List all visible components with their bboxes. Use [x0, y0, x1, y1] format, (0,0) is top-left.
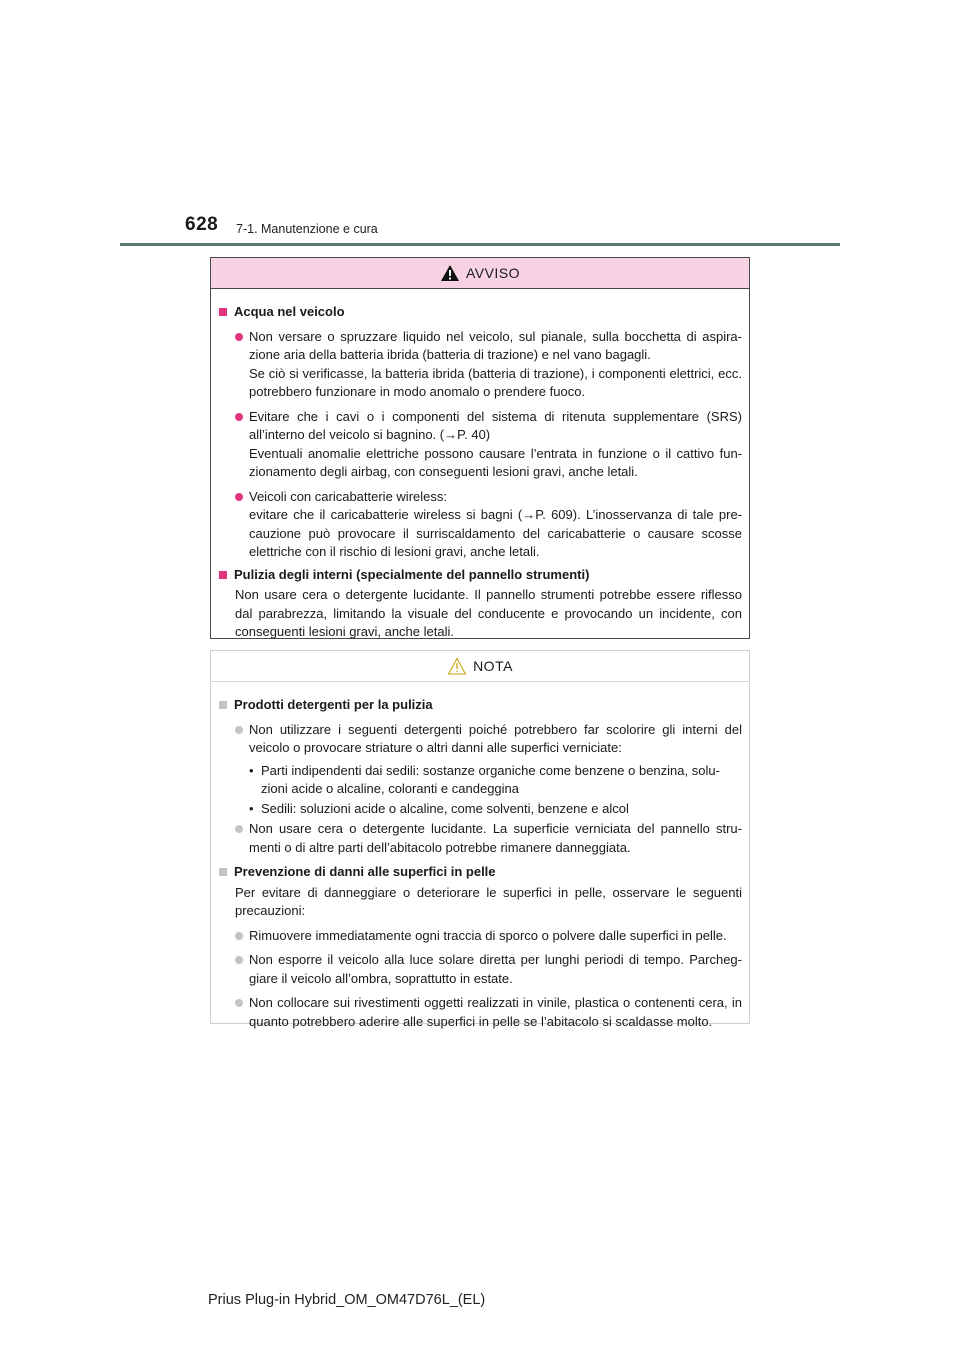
sub-bullet-text: Sedili: soluzioni acide o alcaline, come solventi, benzene e alcol [261, 800, 629, 816]
circle-bullet-icon [235, 999, 243, 1007]
warning-heading-water [219, 303, 742, 322]
notice-header [211, 651, 749, 682]
heading-text: Prevenzione di danni alle superfici in pelle [234, 864, 496, 879]
heading-text: Pulizia degli interni (specialmente del pannello strumenti) [234, 566, 590, 582]
circle-bullet-icon [235, 333, 243, 341]
sub-bullet-mark: • [249, 800, 254, 816]
list-item [219, 994, 742, 1031]
circle-bullet-icon [235, 932, 243, 940]
bullet-text: Non esporre il veicolo alla luce solare diretta per lunghi periodi di tempo. Parcheg-giare il veicolo all’ombra, soprattutto in estate. [249, 952, 742, 986]
square-bullet-icon [219, 571, 227, 579]
sub-list-item [219, 762, 742, 799]
notice-title: NOTA [473, 658, 513, 674]
bullet-text: Se ciò si verificasse, la batteria ibrida (batteria di trazione), i componenti elettrici, ecc. potrebbero funzionare in modo anomalo o prendere fuoco. [249, 365, 742, 399]
circle-bullet-icon [235, 413, 243, 421]
sub-bullet-mark: • [249, 762, 254, 778]
notice-box [210, 650, 750, 1029]
warning-triangle-icon [440, 264, 460, 282]
paragraph: Non usare cera o detergente lucidante. Il pannello strumenti potrebbe essere riflesso dal parabrezza, limitando la visuale del conducente e provocando un incidente, con conseguenti lesioni gravi, anche letali. [235, 587, 742, 639]
warning-box [210, 257, 750, 639]
bullet-text: Non collocare sui rivestimenti oggetti realizzati in vinile, plastica o contenenti cera, in quanto potrebbero aderire alle superfici in pelle se l’abitacolo si scaldasse molto. [249, 995, 742, 1029]
bullet-text: Veicoli con caricabatterie wireless: [249, 488, 447, 504]
header-rule [120, 243, 840, 246]
list-item [219, 820, 742, 857]
square-bullet-icon [219, 701, 227, 709]
list-item [219, 328, 742, 402]
bullet-text: evitare che il caricabatterie wireless si bagni (→P. 609). L’inosservanza di tale pre-cauzione può provocare il surriscaldamento del caricabatterie o causare scosse elettriche con il rischio di lesioni gravi, anche letali. [249, 507, 742, 559]
notice-heading-cleaners [219, 696, 742, 715]
bullet-text: Non utilizzare i seguenti detergenti poiché potrebbero far scolorire gli interni del veicolo o provocare striature o altri danni alle superfici verniciate: [249, 721, 742, 755]
notice-triangle-icon [447, 657, 467, 675]
bullet-text: Rimuovere immediatamente ogni traccia di sporco o polvere dalle superfici in pelle. [249, 927, 727, 943]
warning-header [211, 258, 749, 289]
bullet-text: Evitare che i cavi o i componenti del sistema di ritenuta supplementare (SRS) all’interno del veicolo si bagnino. (→P. 40) [249, 408, 742, 442]
sub-bullet-text: Parti indipendenti dai sedili: sostanze organiche come benzene o benzina, solu-zioni acide o alcaline, coloranti e candeggina [261, 762, 720, 796]
page-number: 628 [185, 214, 219, 235]
circle-bullet-icon [235, 726, 243, 734]
circle-bullet-icon [235, 493, 243, 501]
bullet-text: Non versare o spruzzare liquido nel veicolo, sul pianale, sulla bocchetta di aspira-zione aria della batteria ibrida (batteria di trazione) e nel vano bagagli. [249, 328, 742, 362]
list-item [219, 927, 742, 946]
circle-bullet-icon [235, 956, 243, 964]
footer-doc-id: Prius Plug-in Hybrid_OM_OM47D76L_(EL) [208, 1292, 486, 1308]
square-bullet-icon [219, 308, 227, 316]
warning-title: AVVISO [465, 265, 521, 281]
list-item [219, 951, 742, 988]
section-title: 7-1. Manutenzione e cura [236, 222, 378, 236]
list-item [219, 488, 742, 562]
sub-list-item [219, 800, 742, 819]
list-item [219, 408, 742, 482]
paragraph: Per evitare di danneggiare o deteriorare le superfici in pelle, osservare le seguenti precauzioni: [235, 884, 742, 918]
warning-heading-interior [219, 566, 742, 585]
bullet-text: Non usare cera o detergente lucidante. La superficie verniciata del pannello stru-menti o di altre parti dell’abitacolo potrebbe rimanere danneggiata. [249, 821, 742, 855]
heading-text: Prodotti detergenti per la pulizia [234, 697, 433, 712]
list-item [219, 721, 742, 758]
notice-heading-leather [219, 863, 742, 882]
circle-bullet-icon [235, 825, 243, 833]
heading-text: Acqua nel veicolo [234, 304, 345, 319]
square-bullet-icon [219, 868, 227, 876]
bullet-text: Eventuali anomalie elettriche possono causare l’entrata in funzione o il cattivo fun-zionamento degli airbag, con conseguenti lesioni gravi, anche letali. [249, 445, 742, 479]
